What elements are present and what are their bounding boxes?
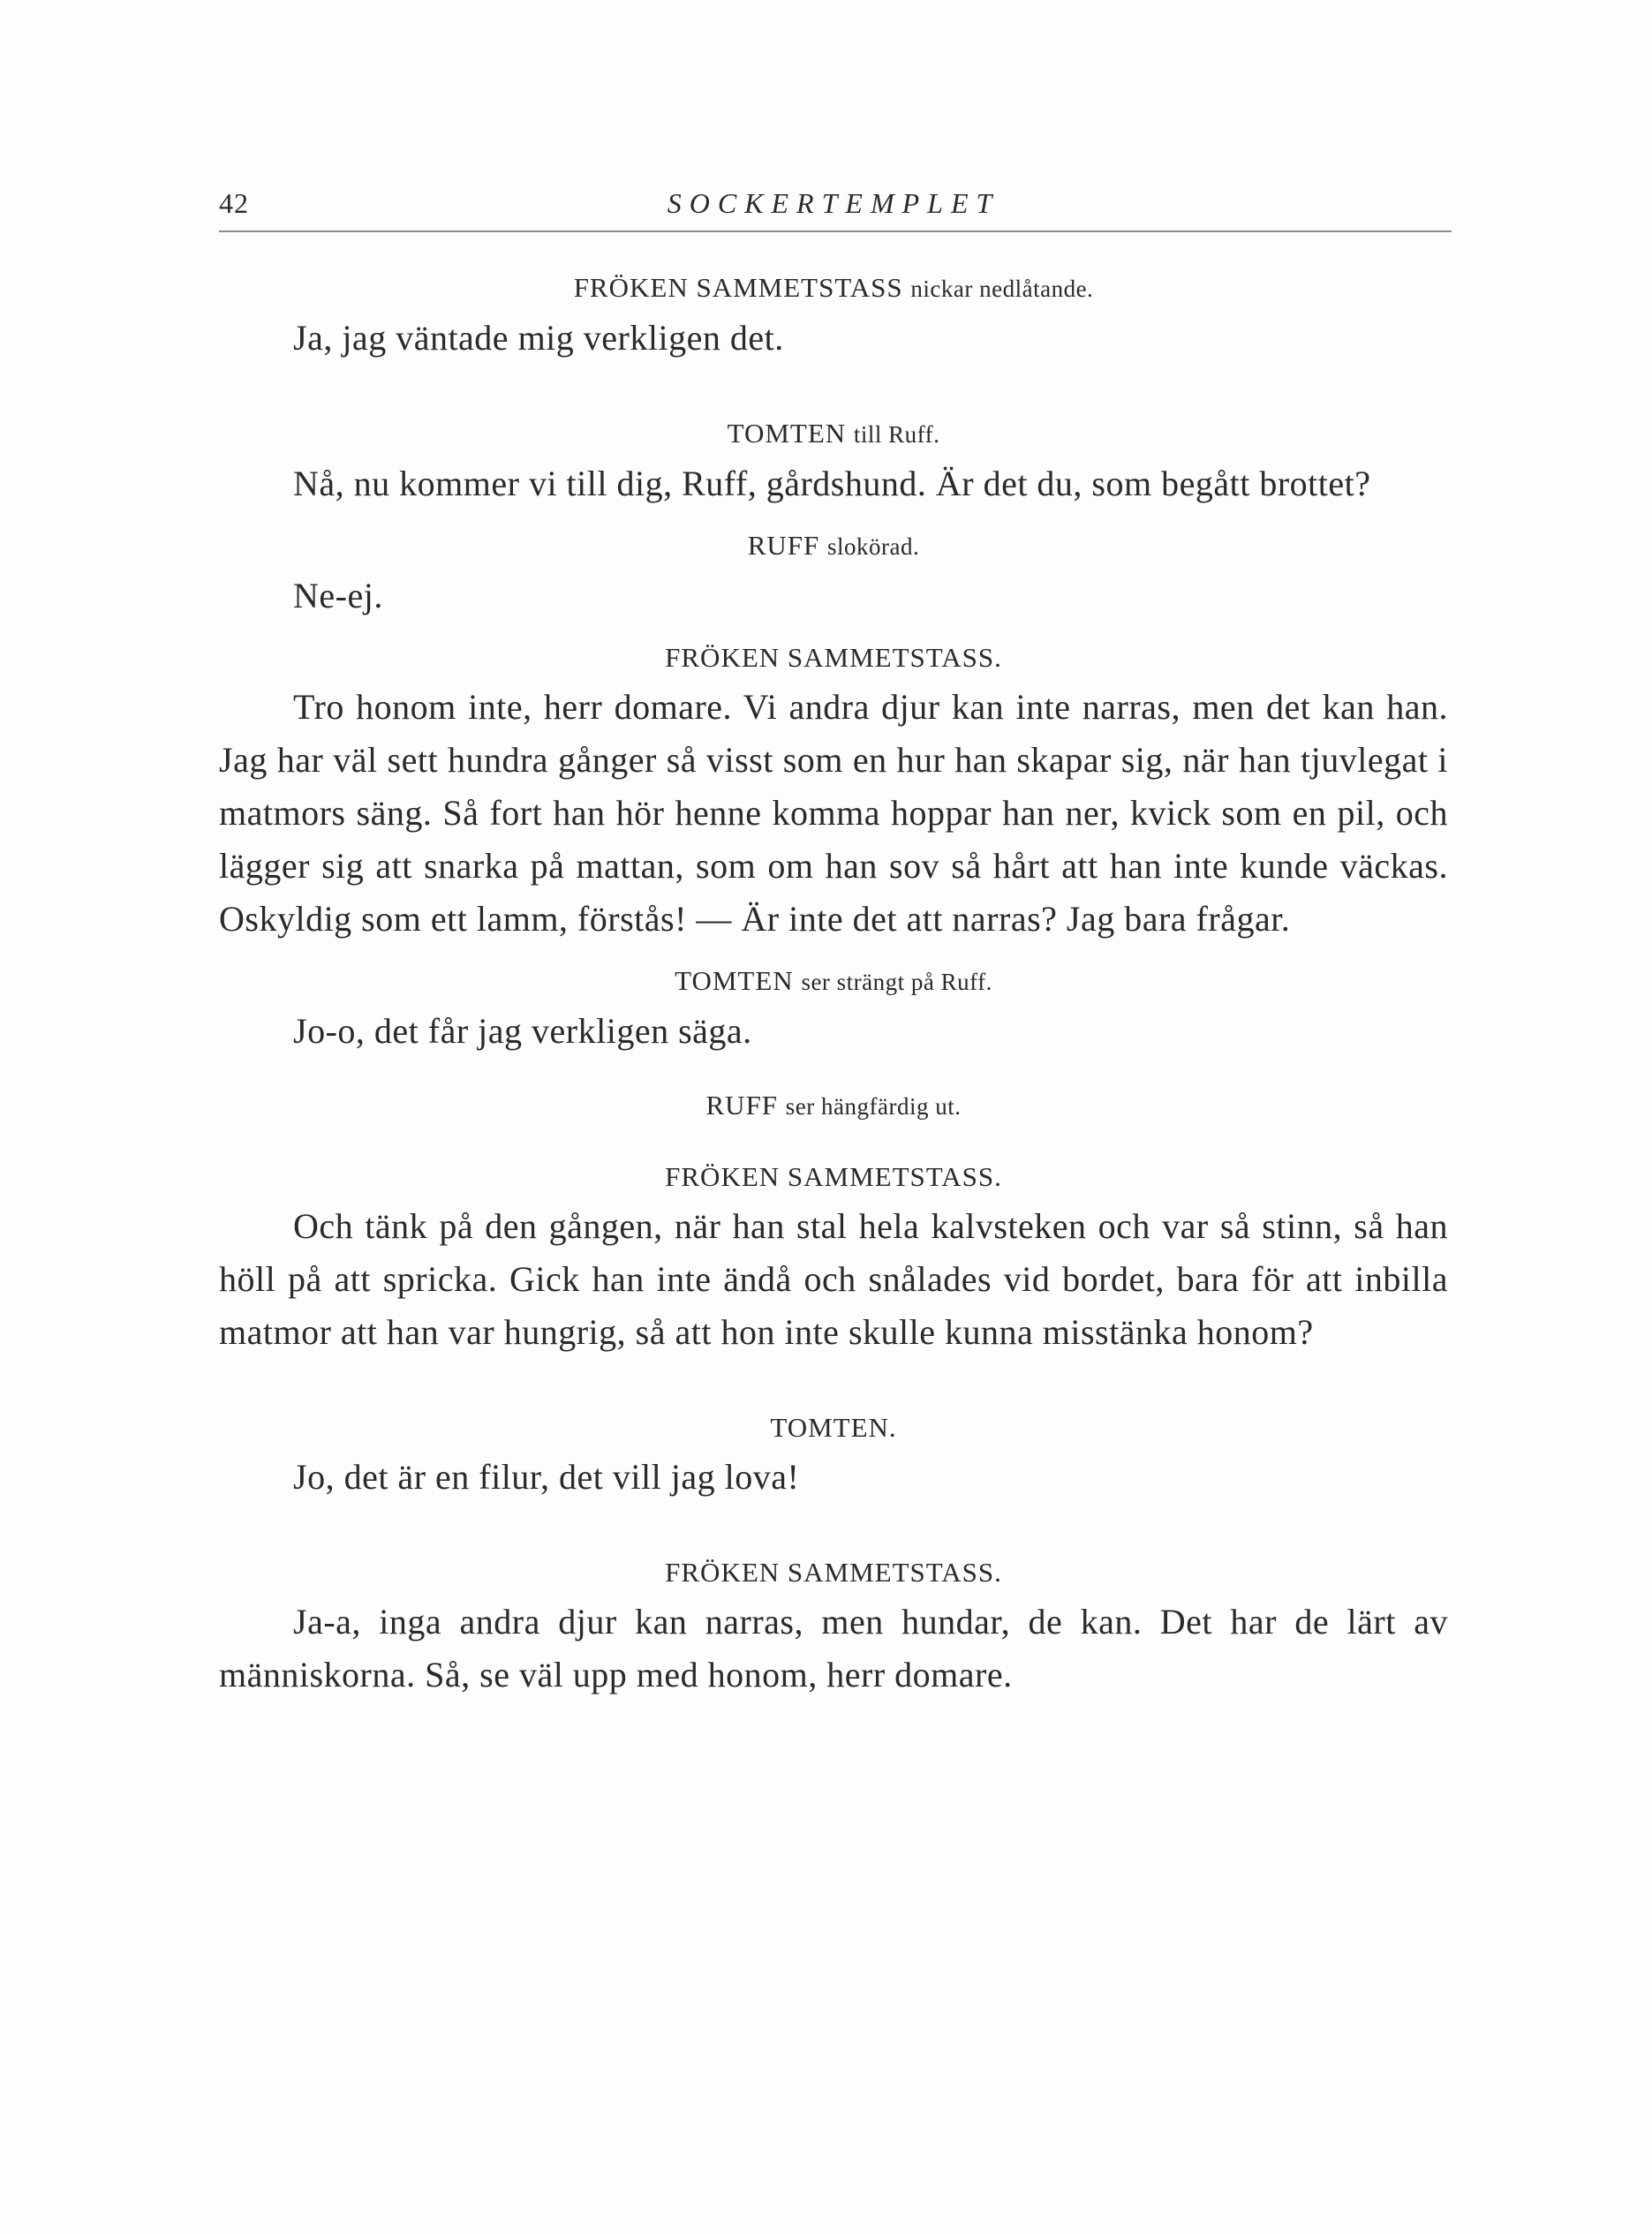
header-rule	[219, 230, 1452, 232]
speaker-heading	[219, 411, 1448, 457]
dialogue-line: Ne-ej.	[293, 576, 383, 615]
speaker-name: RUFF	[705, 1090, 779, 1121]
dialogue-line: Ja-a, inga andra djur kan narras, men hundar, de kan. Det har de lärt av människorna. Så, se väl upp med honom, herr domare.	[219, 1602, 1448, 1694]
speaker-name: FRÖKEN SAMMETSTASS	[573, 272, 903, 303]
dialogue-line: Tro honom inte, herr domare. Vi andra djur kan inte narras, men det kan han. Jag har väl sett hundra gånger så visst som en hur han skapar sig, när han tjuvlegat i matmors säng. Så fort han hör henne komma hoppar han ner, kvick som en pil, och lägger sig att snarka på mattan, som om han sov så hårt att han inte kunde väckas. Oskyldig som ett lamm, förstås! — Är inte det att narras? Jag bara frågar.	[219, 687, 1448, 939]
speaker-heading	[219, 523, 1448, 570]
speaker-name: FRÖKEN SAMMETSTASS.	[665, 1161, 1002, 1192]
speaker-name: RUFF	[747, 530, 820, 561]
speaker-heading	[219, 265, 1448, 312]
stage-direction: slokörad.	[827, 533, 920, 560]
dialogue-line: Jo-o, det får jag verkligen säga.	[293, 1011, 752, 1051]
speaker-heading	[219, 1083, 1448, 1129]
stage-direction: nickar nedlåtande.	[910, 275, 1094, 302]
speaker-heading	[219, 958, 1448, 1005]
play-text	[219, 265, 1448, 1702]
speaker-name: FRÖKEN SAMMETSTASS.	[665, 642, 1002, 673]
dialogue-line: Nå, nu kommer vi till dig, Ruff, gårdshund. Är det du, som begått brottet?	[293, 464, 1371, 503]
speaker-heading	[219, 1550, 1448, 1596]
dialogue-line: Jo, det är en filur, det vill jag lova!	[293, 1457, 800, 1497]
speaker-name: TOMTEN	[675, 965, 794, 996]
stage-direction: ser hängfärdig ut.	[785, 1093, 962, 1120]
speaker-name: FRÖKEN SAMMETSTASS.	[665, 1557, 1002, 1588]
speaker-name: TOMTEN.	[770, 1412, 897, 1443]
running-title: SOCKERTEMPLET	[667, 187, 1000, 219]
stage-direction: ser strängt på Ruff.	[801, 969, 992, 995]
dialogue-line: Och tänk på den gången, när han stal hela kalvsteken och var så stinn, så han höll på att spricka. Gick han inte ändå och snålades vid bordet, bara för att inbilla matmor att han var hungrig, så att hon inte skulle kunna misstänka honom?	[219, 1206, 1448, 1352]
stage-direction: till Ruff.	[853, 421, 940, 448]
speaker-heading	[219, 635, 1448, 681]
speaker-heading	[219, 1154, 1448, 1200]
dialogue-line: Ja, jag väntade mig verkligen det.	[293, 318, 784, 358]
page-number: 42	[219, 187, 249, 219]
speaker-name: TOMTEN	[727, 418, 847, 449]
page-header	[219, 187, 1448, 231]
speaker-heading	[219, 1405, 1448, 1451]
